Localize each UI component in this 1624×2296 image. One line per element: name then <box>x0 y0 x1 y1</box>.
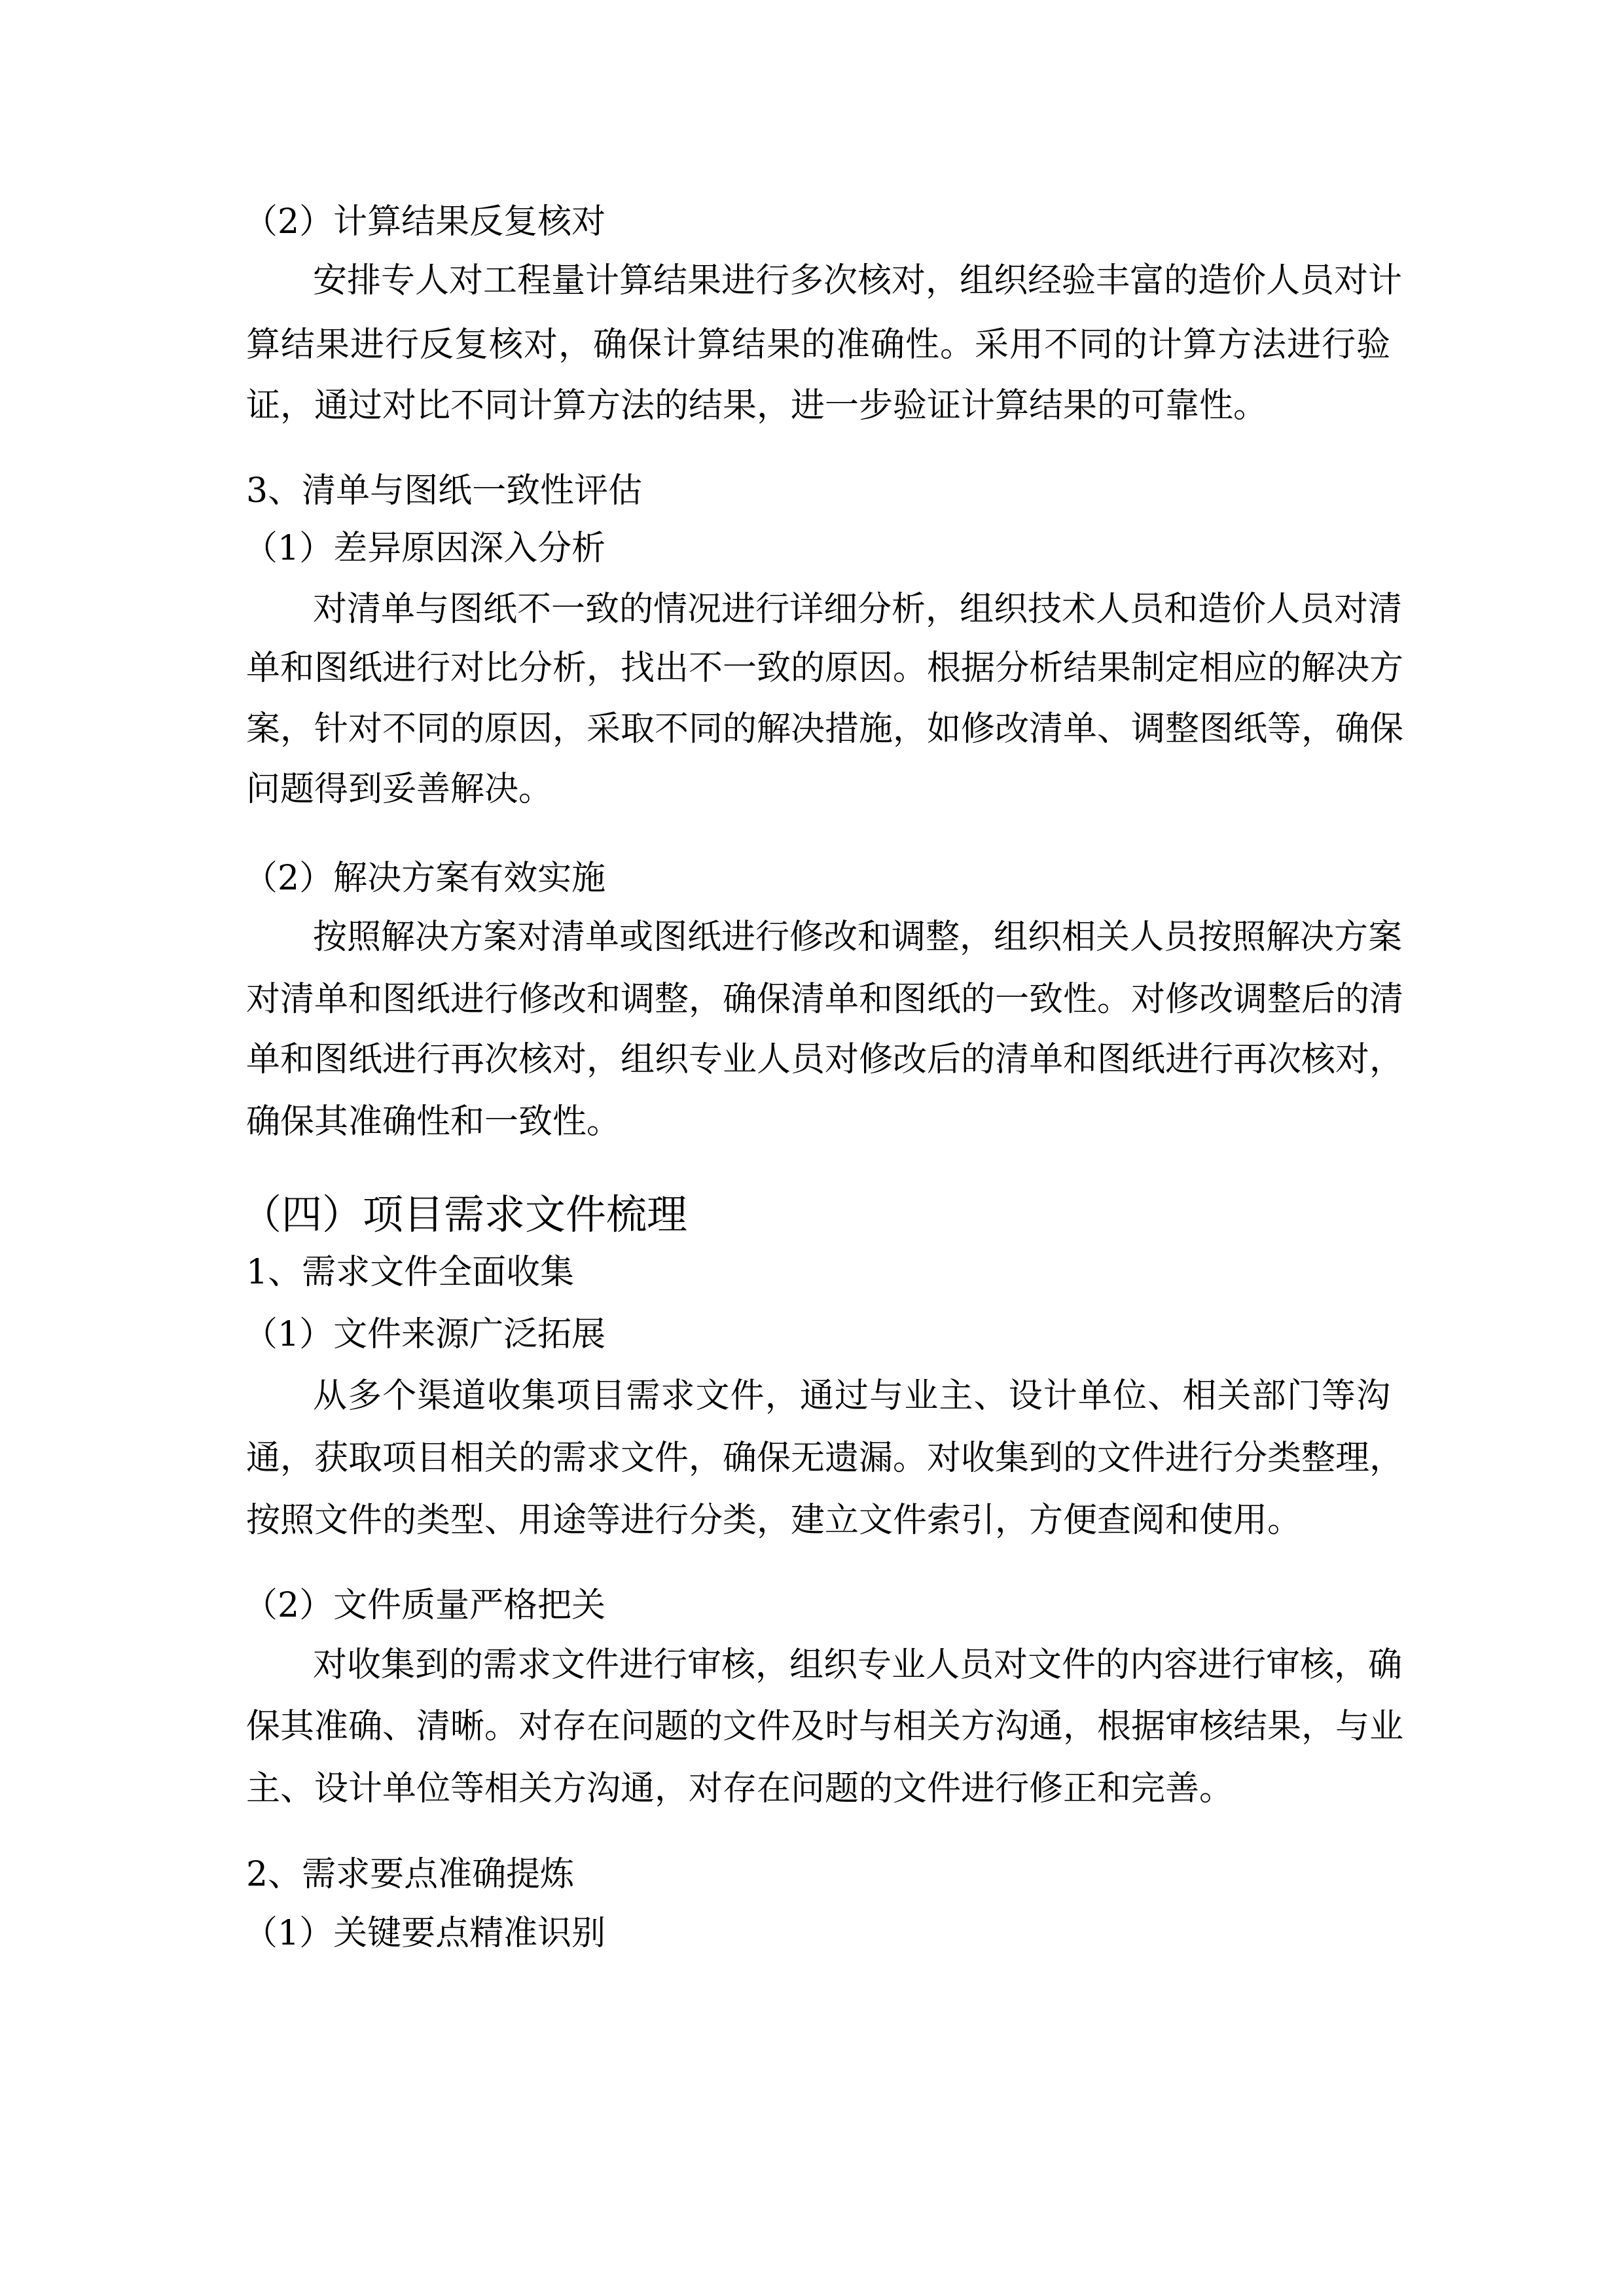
paragraph-line: 确保其准确性和一致性。 <box>246 1102 621 1141</box>
subheading: （1）差异原因深入分析 <box>244 529 606 568</box>
heading: 1、需求文件全面收集 <box>246 1253 575 1292</box>
paragraph-line: 对清单和图纸进行修改和调整，确保清单和图纸的一致性。对修改调整后的清 <box>246 980 1404 1019</box>
heading: 3、清单与图纸一致性评估 <box>246 471 643 511</box>
paragraph-line: 主、设计单位等相关方沟通，对存在问题的文件进行修正和完善。 <box>246 1769 1234 1808</box>
subheading: （1）文件来源广泛拓展 <box>244 1315 606 1354</box>
paragraph-line: 保其准确、清晰。对存在问题的文件及时与相关方沟通，根据审核结果，与业 <box>246 1707 1404 1746</box>
paragraph-line: 从多个渠道收集项目需求文件，通过与业主、设计单位、相关部门等沟 <box>313 1376 1390 1416</box>
paragraph-line: 按照解决方案对清单或图纸进行修改和调整，组织相关人员按照解决方案 <box>313 918 1403 957</box>
subheading: （2）计算结果反复核对 <box>244 202 606 242</box>
paragraph-line: 证，通过对比不同计算方法的结果，进一步验证计算结果的可靠性。 <box>246 386 1268 425</box>
paragraph-line: 安排专人对工程量计算结果进行多次核对，组织经验丰富的造价人员对计 <box>313 261 1403 300</box>
paragraph-line: 对收集到的需求文件进行审核，组织专业人员对文件的内容进行审核，确 <box>313 1645 1403 1685</box>
subheading: （2）文件质量严格把关 <box>244 1586 606 1625</box>
paragraph-line: 算结果进行反复核对，确保计算结果的准确性。采用不同的计算方法进行验 <box>246 325 1390 365</box>
paragraph-line: 案，针对不同的原因，采取不同的解决措施，如修改清单、调整图纸等，确保 <box>246 709 1404 749</box>
paragraph-line: 对清单与图纸不一致的情况进行详细分析，组织技术人员和造价人员对清 <box>313 590 1403 629</box>
paragraph-line: 问题得到妥善解决。 <box>246 770 553 809</box>
subheading: （2）解决方案有效实施 <box>244 859 606 898</box>
subheading: （1）关键要点精准识别 <box>244 1914 606 1953</box>
section-heading: （四）项目需求文件梳理 <box>241 1191 688 1238</box>
paragraph-line: 单和图纸进行对比分析，找出不一致的原因。根据分析结果制定相应的解决方 <box>246 649 1404 688</box>
paragraph-line: 单和图纸进行再次核对，组织专业人员对修改后的清单和图纸进行再次核对， <box>246 1040 1404 1079</box>
paragraph-line: 通，获取项目相关的需求文件，确保无遗漏。对收集到的文件进行分类整理， <box>246 1439 1404 1478</box>
heading: 2、需求要点准确提炼 <box>246 1855 575 1894</box>
paragraph-line: 按照文件的类型、用途等进行分类，建立文件索引，方便查阅和使用。 <box>246 1501 1302 1540</box>
